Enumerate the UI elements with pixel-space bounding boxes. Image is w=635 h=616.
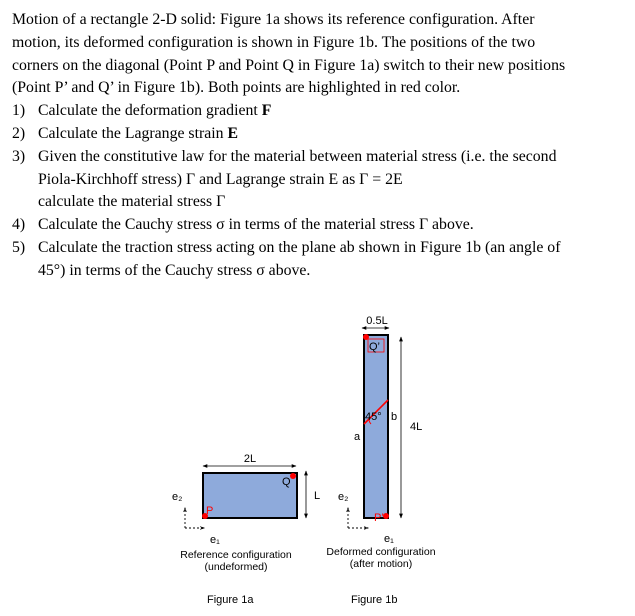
- point-q-label: Q: [282, 476, 291, 488]
- plane-point-a: a: [354, 431, 361, 443]
- question-3-cont-2: calculate the material stress Γ: [38, 193, 226, 211]
- height-label: L: [314, 490, 321, 502]
- point-p-prime-marker: [383, 513, 389, 519]
- question-number: 1): [12, 102, 26, 120]
- e2-label: e₂: [172, 491, 183, 503]
- point-p-prime-label: P’: [374, 512, 384, 524]
- question-3-cont-1: Piola-Kirchhoff stress) Γ and Lagrange strain E as Γ = 2E: [38, 170, 403, 188]
- question-number: 5): [12, 238, 26, 256]
- intro-line-3: corners on the diagonal (Point P and Point Q in Figure 1a) switch to their new positions: [12, 56, 566, 74]
- e2-label: e₂: [338, 491, 349, 503]
- plane-point-b: b: [391, 411, 398, 423]
- e1-label: e₁: [210, 534, 220, 546]
- width-label: 0.5L: [366, 315, 388, 327]
- question-number: 4): [12, 216, 26, 234]
- figure-1a: [172, 453, 320, 546]
- question-text: Calculate the Cauchy stress σ in terms of the material stress Γ above.: [38, 216, 474, 234]
- intro-line-1: Motion of a rectangle 2-D solid: Figure 1a shows its reference configuration. After: [12, 11, 535, 28]
- question-text: Calculate the traction stress acting on the plane ab shown in Figure 1b (an angle of: [38, 238, 561, 256]
- deformed-rectangle: [364, 335, 388, 518]
- height-label: 4L: [410, 421, 423, 433]
- question-text: Calculate the Lagrange strain E: [38, 124, 239, 142]
- intro-line-2: motion, its deformed configuration is shown in Figure 1b. The positions of the two: [12, 33, 536, 51]
- question-number: 3): [12, 147, 26, 165]
- figure-1b-caption: Deformed configuration (after motion): [326, 546, 436, 570]
- e1-label: e₁: [384, 533, 394, 545]
- point-q-marker: [290, 473, 296, 479]
- figure-1a-title: Figure 1a: [207, 594, 254, 606]
- point-q-prime-label: Q’: [369, 341, 380, 353]
- point-p-label: P: [206, 505, 214, 517]
- question-text: Given the constitutive law for the material between material stress (i.e. the second: [38, 147, 557, 165]
- angle-label: 45°: [365, 411, 382, 423]
- question-number: 2): [12, 124, 26, 142]
- question-5-cont: 45°) in terms of the Cauchy stress σ above.: [38, 261, 311, 279]
- question-text: Calculate the deformation gradient F: [38, 102, 272, 120]
- width-label: 2L: [243, 453, 257, 465]
- figure-1a-caption: Reference configuration (undeformed): [180, 549, 292, 573]
- figure-1b: [338, 315, 422, 545]
- intro-line-4: (Point P’ and Q’ in Figure 1b). Both points are highlighted in red color.: [12, 79, 461, 97]
- figure-1b-title: Figure 1b: [351, 594, 398, 606]
